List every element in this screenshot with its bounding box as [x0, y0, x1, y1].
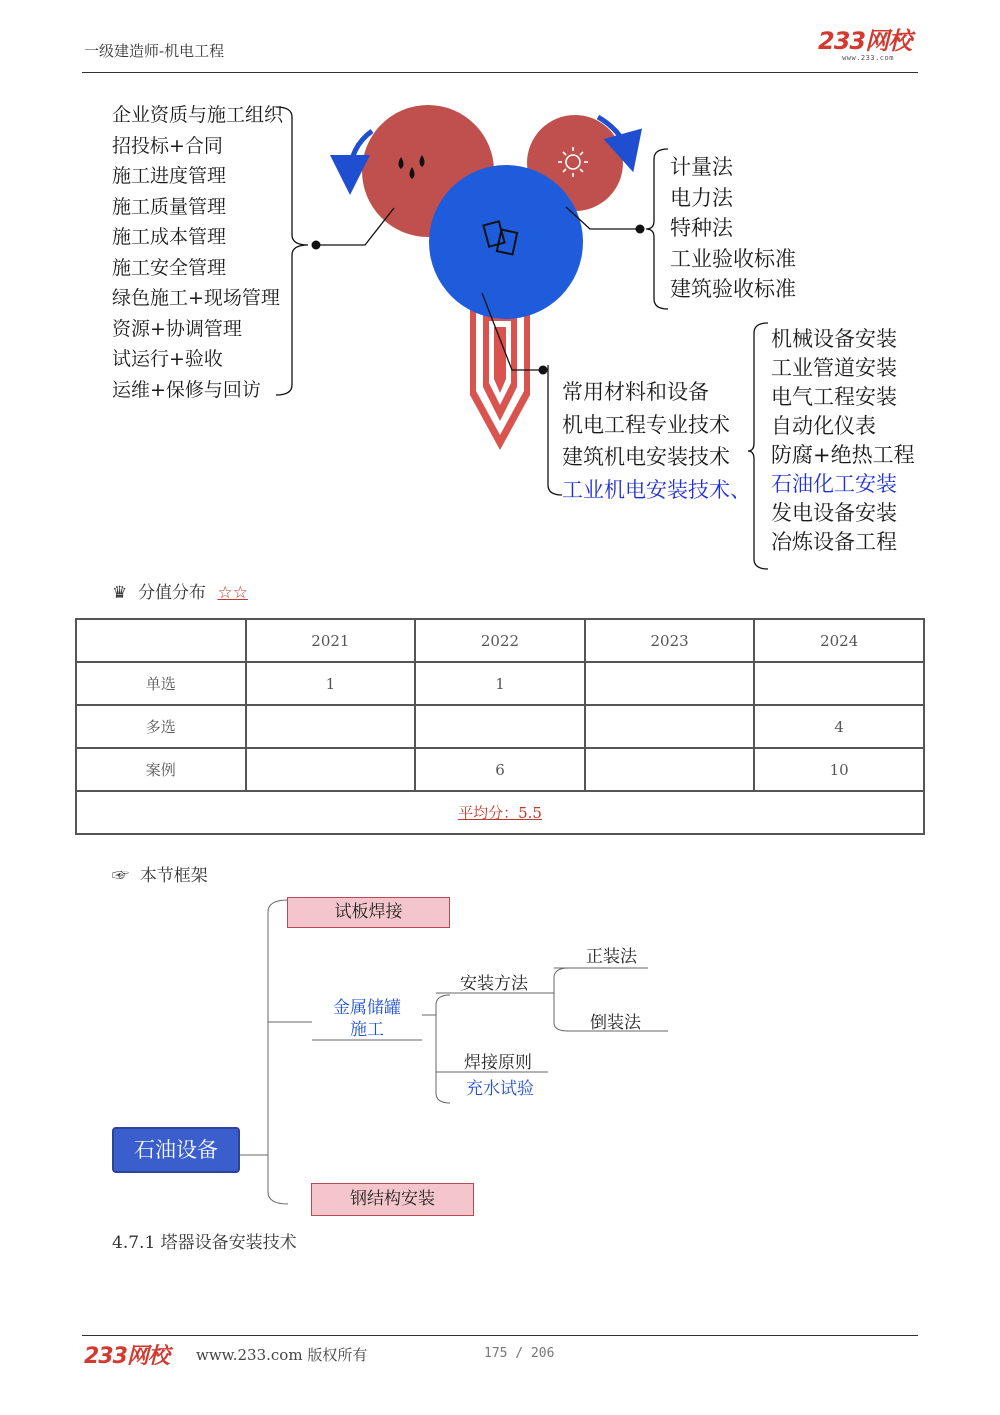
- table-cell: 单选: [76, 662, 246, 705]
- table-header-row: [76, 619, 924, 662]
- node-reverse-install: 倒装法: [590, 1013, 641, 1033]
- list-item: 工业验收标准: [670, 246, 796, 271]
- table-cell: 案例: [76, 748, 246, 791]
- list-item: 机电工程专业技术: [562, 412, 730, 437]
- pointing-hand-icon: ☞: [112, 866, 129, 886]
- mgmt-topics-list: [112, 100, 283, 405]
- table-cell: 多选: [76, 705, 246, 748]
- node-metal-tank-construction: [312, 997, 422, 1041]
- node-weld-principle: 焊接原则: [464, 1053, 532, 1073]
- list-item: 工业管道安装: [771, 356, 897, 380]
- list-item: 电力法: [670, 185, 733, 210]
- table-row: [76, 791, 924, 834]
- pencil-shape: [470, 300, 530, 450]
- page-number: 175 / 206: [484, 1346, 555, 1361]
- table-cell: 4: [754, 705, 924, 748]
- brand-name: 233网校: [818, 27, 912, 55]
- list-item-highlighted: 工业机电安装技术、: [562, 477, 751, 502]
- list-item: 企业资质与施工组织: [112, 104, 284, 126]
- difficulty-stars: ☆☆: [217, 583, 248, 603]
- table-header-cell: 2021: [246, 619, 416, 662]
- table-cell: [415, 705, 585, 748]
- list-item: 发电设备安装: [771, 501, 897, 525]
- industrial-install-list: [771, 325, 915, 557]
- list-item: 绿色施工+现场管理: [112, 287, 280, 309]
- list-item: 计量法: [670, 155, 733, 179]
- node-water-test: 充水试验: [466, 1079, 534, 1099]
- footer-copyright: www.233.com 版权所有: [196, 1346, 368, 1364]
- list-item: 施工安全管理: [112, 256, 227, 279]
- list-item: 试运行+验收: [112, 348, 223, 370]
- node-forward-install: 正装法: [586, 947, 637, 967]
- list-item-highlighted: 石油化工安装: [771, 472, 897, 496]
- node-install-method: 安装方法: [460, 974, 528, 994]
- footer-rule: [82, 1335, 918, 1336]
- node-metal-tank-line2: 施工: [350, 1020, 384, 1040]
- blue-circle: [429, 165, 583, 319]
- list-item: 自动化仪表: [771, 414, 876, 438]
- regulations-list: [670, 152, 796, 305]
- table-header-cell: 2022: [415, 619, 585, 662]
- table-cell: [585, 662, 755, 705]
- table-header-cell: [76, 619, 246, 662]
- score-section-title: [112, 578, 248, 603]
- list-item: 资源+协调管理: [112, 317, 242, 340]
- list-item: 建筑机电安装技术: [562, 445, 730, 469]
- header-rule: [82, 72, 918, 73]
- list-item: 防腐+绝热工程: [771, 443, 915, 467]
- table-cell: [754, 662, 924, 705]
- list-item: 常用材料和设备: [562, 380, 709, 404]
- node-steel-structure: 钢结构安装: [311, 1183, 474, 1216]
- score-title-text: 分值分布: [138, 583, 207, 603]
- table-cell: [585, 748, 755, 791]
- framework-title-text: 本节框架: [139, 866, 208, 886]
- table-cell: 10: [754, 748, 924, 791]
- table-header-cell: 2023: [585, 619, 755, 662]
- list-item: 特种法: [670, 216, 733, 240]
- footer-brand: 233网校: [84, 1344, 169, 1369]
- document-title: 一级建造师-机电工程: [84, 42, 225, 60]
- list-item: 建筑验收标准: [670, 277, 796, 301]
- node-test-plate-welding: 试板焊接: [287, 897, 450, 928]
- framework-title: [112, 861, 208, 886]
- list-item: 施工进度管理: [112, 165, 227, 187]
- table-cell: 1: [246, 662, 416, 705]
- crown-icon: ♛: [112, 583, 128, 603]
- list-item: 施工质量管理: [112, 195, 227, 218]
- brand-logo: [818, 28, 918, 62]
- brand-url: www.233.com: [842, 54, 894, 62]
- table-cell: [246, 705, 416, 748]
- section-heading: 4.7.1 塔器设备安装技术: [112, 1233, 297, 1253]
- list-item: 运维+保修与回访: [112, 378, 261, 401]
- table-row: [76, 748, 924, 791]
- table-cell: [246, 748, 416, 791]
- list-item: 电气工程安装: [771, 385, 897, 409]
- table-header-cell: 2024: [754, 619, 924, 662]
- node-metal-tank-line1: 金属储罐: [333, 998, 401, 1018]
- list-item: 机械设备安装: [771, 327, 897, 351]
- table-cell: 6: [415, 748, 585, 791]
- table-cell: [585, 705, 755, 748]
- root-node-petroleum-equipment: 石油设备: [112, 1127, 240, 1173]
- table-cell: 1: [415, 662, 585, 705]
- list-item: 冶炼设备工程: [771, 530, 897, 554]
- list-item: 招投标+合同: [112, 134, 223, 157]
- tech-list: [562, 376, 751, 506]
- average-score: 平均分：5.5: [76, 791, 924, 834]
- table-row: [76, 705, 924, 748]
- list-item: 施工成本管理: [112, 226, 227, 248]
- score-table: [75, 618, 925, 835]
- table-row: [76, 662, 924, 705]
